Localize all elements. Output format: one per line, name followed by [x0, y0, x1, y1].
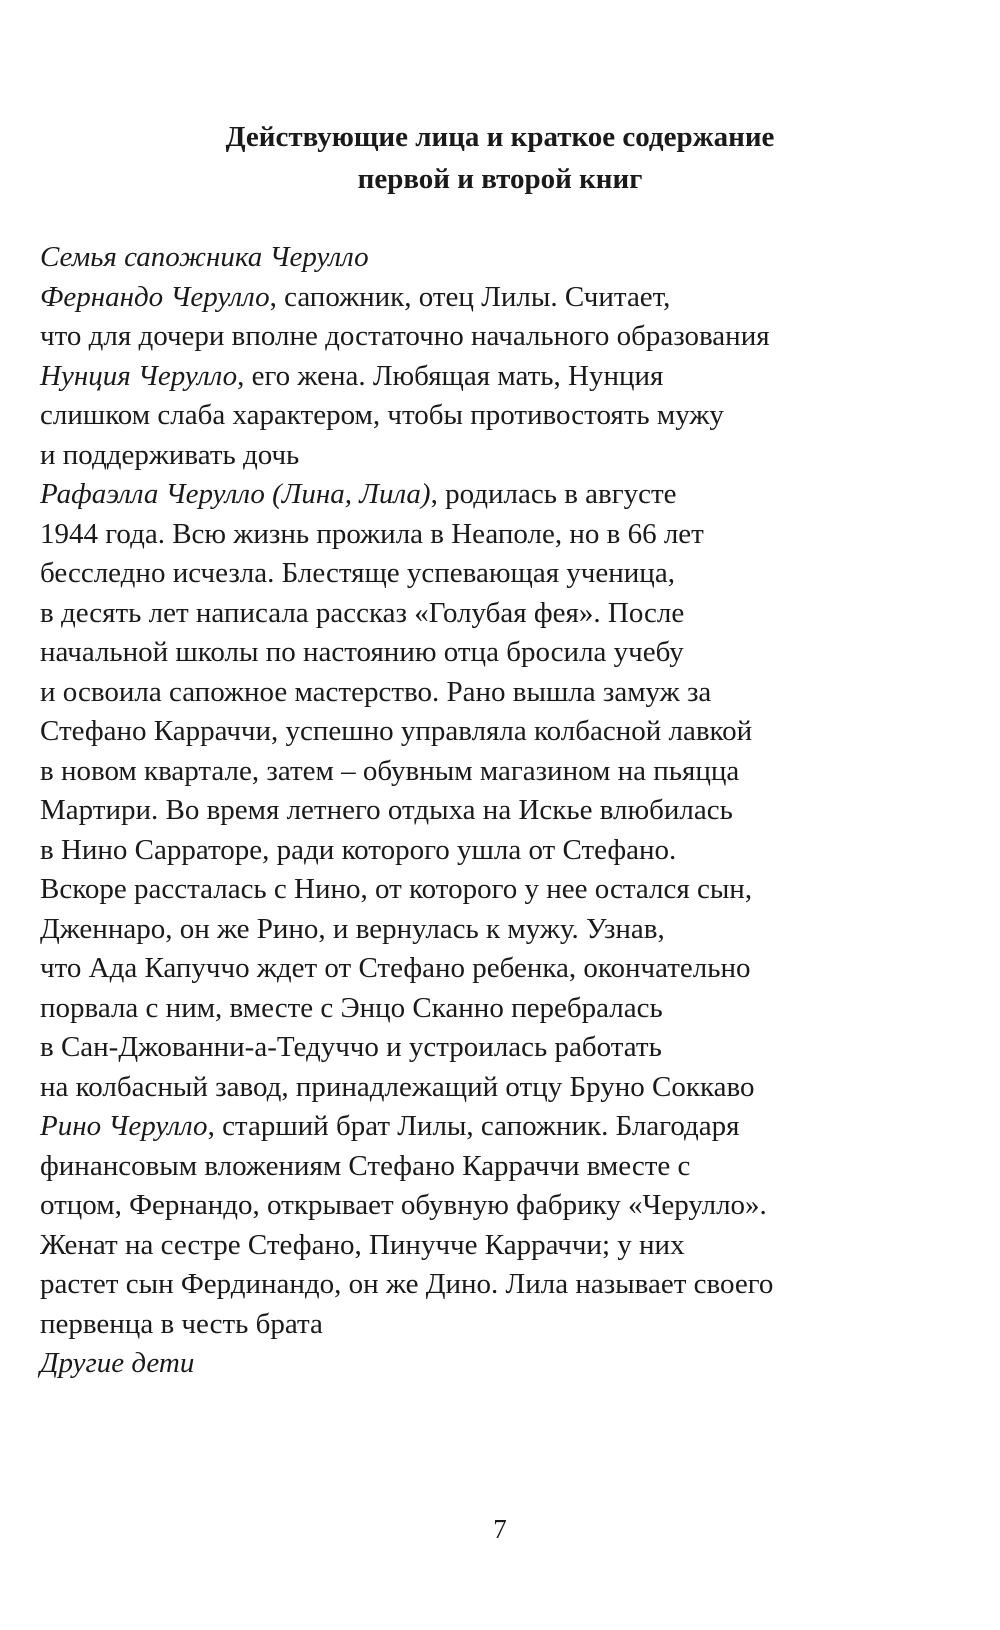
entry-text-line: и поддерживать дочь — [40, 438, 300, 471]
entry-text-line: в Нино Сарраторе, ради которого ушла от Стефано. — [40, 833, 677, 866]
entry-text-line: и освоила сапожное мастерство. Рано вышла замуж за — [40, 675, 712, 708]
entry-text-line: слишком слаба характером, чтобы противостоять мужу — [40, 399, 724, 431]
entry-text-line: в новом квартале, затем – обувным магазином на пьяцца — [40, 754, 740, 787]
section-title: Семья сапожника Черулло — [40, 241, 369, 273]
page-number: 7 — [493, 1514, 507, 1544]
entry-text-line: растет сын Фердинандо, он же Дино. Лила называет своего — [40, 1268, 774, 1300]
entry-text-line: отцом, Фернандо, открывает обувную фабрику «Черулло». — [40, 1189, 767, 1221]
entry-text-line: порвала с ним, вместе с Энцо Сканно перебралась — [40, 991, 663, 1024]
entry-text: , старший брат Лилы, сапожник. Благодаря — [207, 1110, 740, 1142]
entry-text-line: в Сан-Джованни-а-Тедуччо и устроилась работать — [40, 1031, 662, 1063]
heading-line-2: первой и второй книг — [357, 163, 643, 195]
entry-text-line: что Ада Капуччо ждет от Стефано ребенка, окончательно — [40, 952, 751, 984]
entry-nunzia — [40, 357, 960, 397]
character-list — [40, 238, 960, 1384]
entry-text-line: Мартири. Во время летнего отдыха на Искье влюбилась — [40, 794, 733, 826]
entry-text: , родилась в августе — [430, 478, 677, 510]
entry-text-line: в десять лет написала рассказ «Голубая фея». После — [40, 596, 685, 629]
character-name: Фернандо Черулло — [40, 280, 270, 313]
entry-text-line: финансовым вложениям Стефано Карраччи вместе с — [40, 1149, 691, 1182]
entry-fernando — [40, 278, 960, 318]
entry-text-line: 1944 года. Всю жизнь прожила в Неаполе, но в 66 лет — [40, 517, 704, 550]
character-name: Нунция Черулло — [40, 359, 238, 392]
entry-other-children: Другие дети — [40, 1347, 195, 1379]
entry-text-line: что для дочери вполне достаточно начального образования — [40, 320, 770, 352]
entry-text-line: Стефано Карраччи, успешно управляла колбасной лавкой — [40, 715, 753, 747]
entry-text-line: первенца в честь брата — [40, 1307, 323, 1340]
entry-text-line: начальной школы по настоянию отца бросила учебу — [40, 636, 684, 668]
entry-text: , сапожник, отец Лилы. Считает, — [269, 280, 671, 313]
character-name: Рафаэлла Черулло (Лина, Лила) — [40, 478, 431, 510]
entry-text-line: на колбасный завод, принадлежащий отцу Бруно Соккаво — [40, 1070, 755, 1103]
entry-text-line: Дженнаро, он же Рино, и вернулась к мужу. Узнав, — [40, 912, 665, 945]
entry-text-line: Вскоре рассталась с Нино, от которого у нее остался сын, — [40, 873, 753, 905]
heading-line-1: Действующие лица и краткое содержание — [225, 121, 775, 153]
entry-rino — [40, 1107, 960, 1147]
entry-text-line: Женат на сестре Стефано, Пинучче Карраччи; у них — [40, 1228, 685, 1261]
entry-text: , его жена. Любящая мать, Нунция — [237, 359, 664, 392]
entry-raffaella — [40, 475, 960, 515]
character-name: Рино Черулло — [40, 1110, 208, 1142]
page-heading — [0, 116, 1000, 200]
entry-text-line: бесследно исчезла. Блестяще успевающая ученица, — [40, 557, 675, 589]
